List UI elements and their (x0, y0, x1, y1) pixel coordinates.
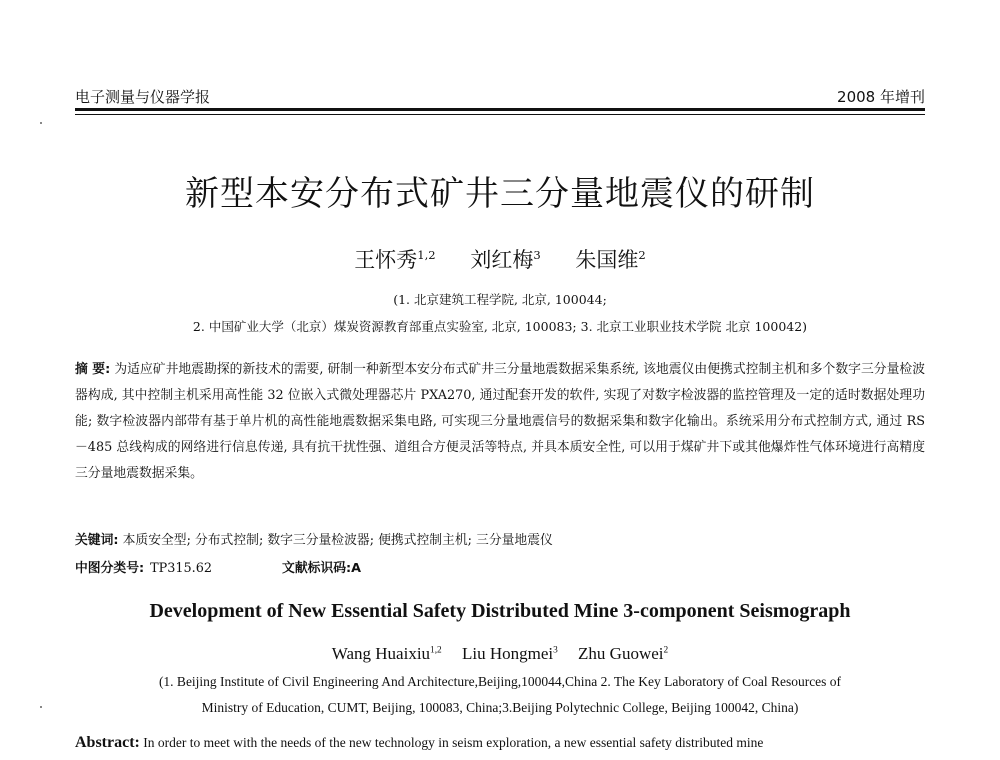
keywords-chinese (75, 529, 925, 548)
issue-label: 2008 年增刊 (837, 88, 925, 106)
affiliation-en-line-2: Ministry of Education, CUMT, Beijing, 100083, China;3.Beijing Polytechnic College, Beijing 100042, China) (201, 700, 799, 715)
title-english: Development of New Essential Safety Distributed Mine 3-component Seismograph (149, 600, 851, 622)
affiliation-cn-line-1: (1. 北京建筑工程学院, 北京, 100044; (393, 292, 607, 307)
abstract-cn-text: 为适应矿井地震勘探的新技术的需要, 研制一种新型本安分布式矿井三分量地震数据采集系统, 该地震仪由便携式控制主机和多个数字三分量检波器构成, 其中控制主机采用高性能 32 位嵌入式微处理器芯片 PXA270, 通过配套开发的软件, 实现了对数字检波器的监控管理及一定的适时数据处理功能; 数字检波器内部带有基于单片机的高性能地震数据采集电路, 可实现三分量地震信号的数据采集和数字化输出。系统采用分布式控制方式, 通过 RS－485 总线构成的网络进行信息传递, 具有抗干扰性强、道组合方便灵活等特点, 并具本质安全性, 可以用于煤矿井下或其他爆炸性气体环境进行高精度三分量地震数据采集。 (75, 362, 925, 481)
author-cn: 朱国维$^2$ (575, 248, 646, 272)
abstract-en-text: In order to meet with the needs of the new technology in seism exploration, a new essential safety distributed mine (143, 735, 764, 750)
scan-speck (40, 122, 42, 124)
authors-chinese (0, 244, 1000, 274)
abstract-cn-label: 摘 要: (75, 362, 111, 377)
author-en: Liu Hongmei$^3$ (461, 644, 558, 663)
authors-english (0, 644, 1000, 664)
running-header (75, 84, 925, 106)
author-en: Zhu Guowei$^2$ (578, 644, 669, 663)
doc-code-value: A (351, 561, 362, 576)
header-rule-thin (75, 114, 925, 115)
clc-value: TP315.62 (150, 561, 213, 576)
affiliation-cn-line-2: 2. 中国矿业大学（北京）煤炭资源教育部重点实验室, 北京, 100083; 3. 北京工业职业技术学院 北京 100042) (192, 319, 808, 334)
author-cn: 刘红梅$^3$ (470, 248, 541, 272)
author-cn: 王怀秀$^{1,2}$ (354, 248, 436, 272)
doc-code-label: 文献标识码: (282, 561, 352, 576)
author-en: Wang Huaixiu$^{1,2}$ (331, 644, 442, 663)
keywords-text: 本质安全型; 分布式控制; 数字三分量检波器; 便携式控制主机; 三分量地震仪 (122, 533, 553, 548)
clc-label: 中图分类号: (75, 561, 145, 576)
classification-line (75, 557, 925, 576)
abstract-english (75, 730, 925, 756)
abstract-en-label: Abstract: (75, 734, 140, 751)
affiliation-en-line-1: (1. Beijing Institute of Civil Engineering And Architecture,Beijing,100044,China 2. The Key Laboratory of Coal Resources of (158, 674, 842, 689)
journal-name: 电子测量与仪器学报 (75, 88, 211, 106)
header-rule-thick (75, 108, 925, 111)
title-chinese: 新型本安分布式矿井三分量地震仪的研制 (185, 174, 815, 214)
abstract-chinese (75, 357, 925, 487)
keywords-label: 关键词: (75, 533, 119, 548)
